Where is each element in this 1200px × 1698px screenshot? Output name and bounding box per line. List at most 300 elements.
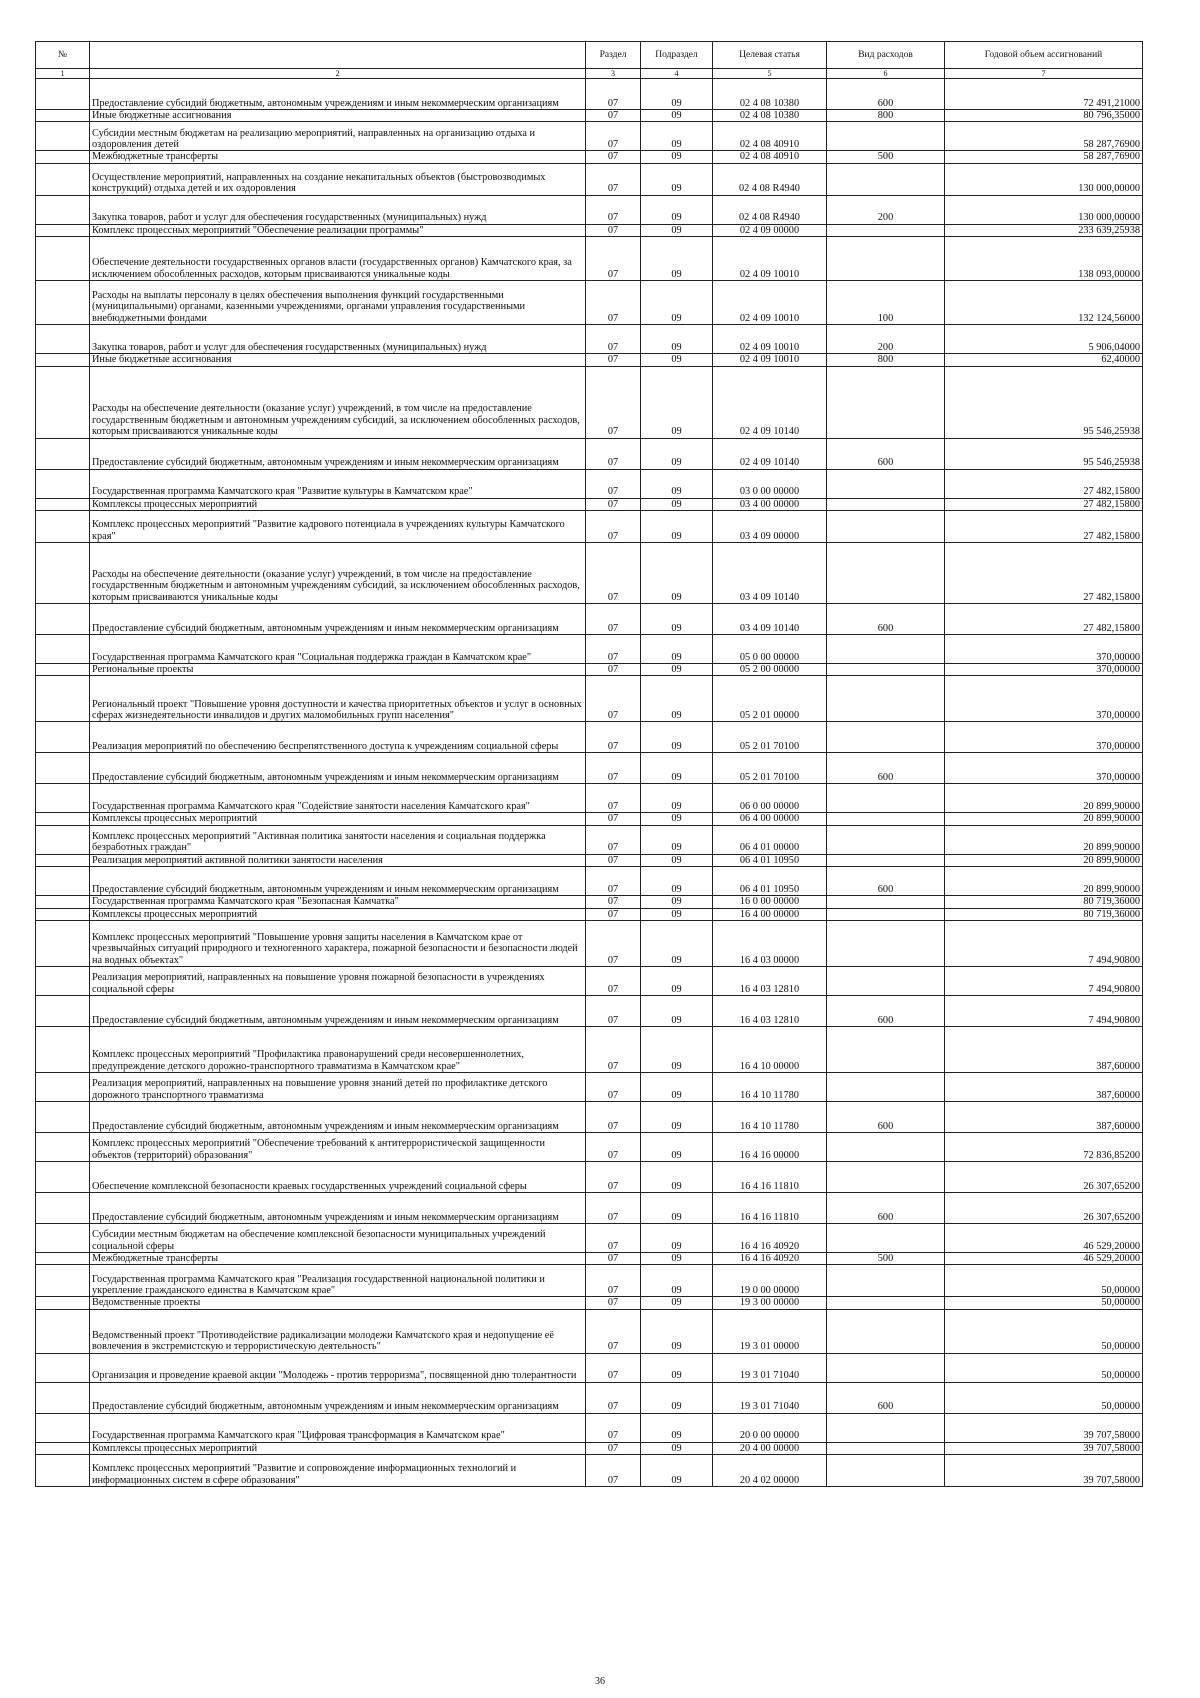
row-number-cell	[36, 237, 90, 281]
row-expense-type-cell: 600	[827, 1382, 945, 1413]
column-number: 3	[586, 69, 641, 79]
budget-allocation-table	[35, 41, 1143, 1487]
table-row	[36, 281, 1143, 325]
table-row	[36, 325, 1143, 354]
row-number-cell	[36, 908, 90, 920]
table-row	[36, 1309, 1143, 1353]
row-target-article-cell: 02 4 08 10380	[713, 79, 827, 110]
row-number-cell	[36, 151, 90, 163]
column-number-row	[36, 69, 1143, 79]
row-target-article-cell: 16 4 10 11780	[713, 1102, 827, 1133]
row-razdel-cell: 07	[586, 1027, 641, 1073]
table-row	[36, 110, 1143, 122]
row-amount-cell: 233 639,25938	[945, 224, 1143, 236]
row-expense-type-cell	[827, 813, 945, 825]
row-name-cell: Осуществление мероприятий, направленных на создание некапитальных объектов (быстровозводимых конструкций) отдыха детей и их оздоровления	[90, 163, 586, 195]
row-expense-type-cell: 600	[827, 867, 945, 896]
row-razdel-cell: 07	[586, 1073, 641, 1102]
row-podrazdel-cell: 09	[641, 867, 713, 896]
row-number-cell	[36, 996, 90, 1027]
row-amount-cell: 58 287,76900	[945, 122, 1143, 151]
row-expense-type-cell: 800	[827, 354, 945, 366]
table-row	[36, 664, 1143, 676]
row-target-article-cell: 06 4 01 10950	[713, 854, 827, 866]
row-expense-type-cell: 800	[827, 110, 945, 122]
row-podrazdel-cell: 09	[641, 1382, 713, 1413]
row-podrazdel-cell: 09	[641, 122, 713, 151]
row-target-article-cell: 02 4 09 10010	[713, 237, 827, 281]
row-target-article-cell: 02 4 09 10010	[713, 281, 827, 325]
table-row	[36, 1162, 1143, 1193]
row-name-cell: Комплексы процессных мероприятий	[90, 1442, 586, 1454]
row-razdel-cell: 07	[586, 854, 641, 866]
row-target-article-cell: 03 0 00 00000	[713, 469, 827, 498]
row-target-article-cell: 16 0 00 00000	[713, 896, 827, 908]
row-amount-cell: 370,00000	[945, 722, 1143, 753]
table-row	[36, 921, 1143, 967]
table-row	[36, 1413, 1143, 1442]
row-number-cell	[36, 224, 90, 236]
row-expense-type-cell	[827, 921, 945, 967]
table-row	[36, 825, 1143, 854]
page-number: 36	[595, 1676, 605, 1687]
row-target-article-cell: 19 0 00 00000	[713, 1265, 827, 1297]
row-number-cell	[36, 784, 90, 813]
row-amount-cell: 370,00000	[945, 676, 1143, 722]
row-name-cell: Предоставление субсидий бюджетным, автономным учреждениям и иным некоммерческим организациям	[90, 604, 586, 635]
row-expense-type-cell	[827, 784, 945, 813]
row-name-cell: Предоставление субсидий бюджетным, автономным учреждениям и иным некоммерческим организациям	[90, 753, 586, 784]
column-number: 1	[36, 69, 90, 79]
row-expense-type-cell: 200	[827, 325, 945, 354]
row-razdel-cell: 07	[586, 635, 641, 664]
row-amount-cell: 132 124,56000	[945, 281, 1143, 325]
table-row	[36, 996, 1143, 1027]
row-target-article-cell: 16 4 16 40920	[713, 1253, 827, 1265]
row-razdel-cell: 07	[586, 122, 641, 151]
row-target-article-cell: 05 2 01 70100	[713, 753, 827, 784]
row-amount-cell: 370,00000	[945, 635, 1143, 664]
row-target-article-cell: 06 4 01 10950	[713, 867, 827, 896]
row-number-cell	[36, 354, 90, 366]
row-target-article-cell: 05 0 00 00000	[713, 635, 827, 664]
row-name-cell: Расходы на обеспечение деятельности (оказание услуг) учреждений, в том числе на предоставление государственным бюджетным и автономным учреждениям субсидий, за исключением обособленных расходов, которым присваиваются уникальные коды	[90, 543, 586, 604]
row-expense-type-cell	[827, 1224, 945, 1253]
row-name-cell: Иные бюджетные ассигнования	[90, 354, 586, 366]
row-amount-cell: 20 899,90000	[945, 825, 1143, 854]
table-row	[36, 896, 1143, 908]
row-number-cell	[36, 825, 90, 854]
table-row	[36, 1253, 1143, 1265]
row-amount-cell: 20 899,90000	[945, 784, 1143, 813]
row-razdel-cell: 07	[586, 1382, 641, 1413]
header-podrazdel: Подраздел	[641, 42, 713, 69]
row-podrazdel-cell: 09	[641, 1265, 713, 1297]
row-amount-cell: 39 707,58000	[945, 1455, 1143, 1487]
row-name-cell: Комплекс процессных мероприятий "Развитие и сопровождение информационных технологий и информационных систем в сфере образования"	[90, 1455, 586, 1487]
table-row	[36, 163, 1143, 195]
row-amount-cell: 7 494,90800	[945, 996, 1143, 1027]
row-name-cell: Обеспечение деятельности государственных органов власти (государственных органов) Камчатского края, за исключением обособленных расходов, которым присваиваются уникальные коды	[90, 237, 586, 281]
row-razdel-cell: 07	[586, 1162, 641, 1193]
table-row	[36, 1353, 1143, 1382]
row-target-article-cell: 06 0 00 00000	[713, 784, 827, 813]
row-razdel-cell: 07	[586, 1102, 641, 1133]
row-amount-cell: 5 906,04000	[945, 325, 1143, 354]
row-expense-type-cell	[827, 224, 945, 236]
row-amount-cell: 80 719,36000	[945, 908, 1143, 920]
row-amount-cell: 27 482,15800	[945, 469, 1143, 498]
row-number-cell	[36, 664, 90, 676]
row-name-cell: Предоставление субсидий бюджетным, автономным учреждениям и иным некоммерческим организациям	[90, 1193, 586, 1224]
row-number-cell	[36, 722, 90, 753]
row-expense-type-cell: 600	[827, 753, 945, 784]
row-number-cell	[36, 1442, 90, 1454]
row-name-cell: Закупка товаров, работ и услуг для обеспечения государственных (муниципальных) нужд	[90, 195, 586, 224]
table-row	[36, 195, 1143, 224]
table-row	[36, 151, 1143, 163]
row-name-cell: Комплекс процессных мероприятий "Обеспечение требований к антитеррористической защищенности объектов (территорий) образования"	[90, 1133, 586, 1162]
row-amount-cell: 80 719,36000	[945, 896, 1143, 908]
row-name-cell: Ведомственный проект "Противодействие радикализации молодежи Камчатского края и недопущение её вовлечения в экстремистскую и террористическую деятельность"	[90, 1309, 586, 1353]
row-target-article-cell: 20 4 00 00000	[713, 1442, 827, 1454]
table-row	[36, 908, 1143, 920]
row-number-cell	[36, 1027, 90, 1073]
row-expense-type-cell	[827, 664, 945, 676]
row-target-article-cell: 20 4 02 00000	[713, 1455, 827, 1487]
row-expense-type-cell: 600	[827, 1193, 945, 1224]
row-podrazdel-cell: 09	[641, 224, 713, 236]
table-row	[36, 543, 1143, 604]
row-name-cell: Региональные проекты	[90, 664, 586, 676]
row-expense-type-cell	[827, 1309, 945, 1353]
row-podrazdel-cell: 09	[641, 469, 713, 498]
row-expense-type-cell: 500	[827, 151, 945, 163]
row-expense-type-cell: 600	[827, 604, 945, 635]
row-expense-type-cell: 100	[827, 281, 945, 325]
row-amount-cell: 39 707,58000	[945, 1442, 1143, 1454]
row-target-article-cell: 19 3 00 00000	[713, 1297, 827, 1309]
row-name-cell: Государственная программа Камчатского края "Социальная поддержка граждан в Камчатском крае"	[90, 635, 586, 664]
row-number-cell	[36, 1455, 90, 1487]
row-target-article-cell: 16 4 03 00000	[713, 921, 827, 967]
row-name-cell: Комплекс процессных мероприятий "Профилактика правонарушений среди несовершеннолетних, предупреждение детского дорожно-транспортного травматизма в Камчатском крае"	[90, 1027, 586, 1073]
row-target-article-cell: 02 4 08 40910	[713, 122, 827, 151]
row-razdel-cell: 07	[586, 281, 641, 325]
row-razdel-cell: 07	[586, 325, 641, 354]
table-row	[36, 753, 1143, 784]
row-razdel-cell: 07	[586, 438, 641, 469]
row-podrazdel-cell: 09	[641, 543, 713, 604]
row-amount-cell: 27 482,15800	[945, 498, 1143, 510]
row-target-article-cell: 05 2 01 00000	[713, 676, 827, 722]
row-amount-cell: 7 494,90800	[945, 967, 1143, 996]
row-expense-type-cell	[827, 854, 945, 866]
row-podrazdel-cell: 09	[641, 1442, 713, 1454]
row-target-article-cell: 02 4 09 10010	[713, 354, 827, 366]
row-target-article-cell: 02 4 08 10380	[713, 110, 827, 122]
row-expense-type-cell	[827, 1133, 945, 1162]
table-row	[36, 469, 1143, 498]
row-razdel-cell: 07	[586, 825, 641, 854]
row-amount-cell: 50,00000	[945, 1297, 1143, 1309]
row-podrazdel-cell: 09	[641, 813, 713, 825]
row-amount-cell: 72 491,21000	[945, 79, 1143, 110]
row-podrazdel-cell: 09	[641, 1133, 713, 1162]
row-podrazdel-cell: 09	[641, 1353, 713, 1382]
table-row	[36, 676, 1143, 722]
row-razdel-cell: 07	[586, 896, 641, 908]
table-row	[36, 1133, 1143, 1162]
row-amount-cell: 130 000,00000	[945, 163, 1143, 195]
row-expense-type-cell	[827, 163, 945, 195]
row-podrazdel-cell: 09	[641, 1253, 713, 1265]
row-target-article-cell: 20 0 00 00000	[713, 1413, 827, 1442]
row-number-cell	[36, 676, 90, 722]
row-podrazdel-cell: 09	[641, 1224, 713, 1253]
row-name-cell: Субсидии местным бюджетам на реализацию мероприятий, направленных на организацию отдыха и оздоровления детей	[90, 122, 586, 151]
row-number-cell	[36, 1297, 90, 1309]
header-expense-type: Вид расходов	[827, 42, 945, 69]
table-row	[36, 1455, 1143, 1487]
row-expense-type-cell	[827, 1162, 945, 1193]
row-podrazdel-cell: 09	[641, 604, 713, 635]
row-name-cell: Комплексы процессных мероприятий	[90, 908, 586, 920]
row-expense-type-cell	[827, 1353, 945, 1382]
header-number: №	[36, 42, 90, 69]
table-row	[36, 1224, 1143, 1253]
row-razdel-cell: 07	[586, 224, 641, 236]
row-razdel-cell: 07	[586, 543, 641, 604]
row-name-cell: Расходы на выплаты персоналу в целях обеспечения выполнения функций государственными (муниципальными) органами, казенными учреждениями, органами управления государственными внебюджетными фондами	[90, 281, 586, 325]
header-name	[90, 42, 586, 69]
table-row	[36, 967, 1143, 996]
row-number-cell	[36, 967, 90, 996]
table-row	[36, 237, 1143, 281]
row-podrazdel-cell: 09	[641, 1193, 713, 1224]
row-number-cell	[36, 1353, 90, 1382]
table-row	[36, 1073, 1143, 1102]
row-podrazdel-cell: 09	[641, 325, 713, 354]
row-number-cell	[36, 543, 90, 604]
row-number-cell	[36, 1133, 90, 1162]
row-expense-type-cell	[827, 676, 945, 722]
table-row	[36, 722, 1143, 753]
row-number-cell	[36, 635, 90, 664]
row-name-cell: Межбюджетные трансферты	[90, 1253, 586, 1265]
row-podrazdel-cell: 09	[641, 854, 713, 866]
column-number: 4	[641, 69, 713, 79]
table-row	[36, 1442, 1143, 1454]
row-expense-type-cell: 600	[827, 79, 945, 110]
row-name-cell: Предоставление субсидий бюджетным, автономным учреждениям и иным некоммерческим организациям	[90, 1102, 586, 1133]
row-expense-type-cell	[827, 967, 945, 996]
row-name-cell: Предоставление субсидий бюджетным, автономным учреждениям и иным некоммерческим организациям	[90, 867, 586, 896]
row-podrazdel-cell: 09	[641, 896, 713, 908]
row-razdel-cell: 07	[586, 753, 641, 784]
row-target-article-cell: 16 4 10 11780	[713, 1073, 827, 1102]
row-razdel-cell: 07	[586, 1353, 641, 1382]
row-razdel-cell: 07	[586, 498, 641, 510]
row-number-cell	[36, 1413, 90, 1442]
row-razdel-cell: 07	[586, 664, 641, 676]
row-name-cell: Организация и проведение краевой акции "Молодежь - против терроризма", посвященной дню толерантности	[90, 1353, 586, 1382]
row-podrazdel-cell: 09	[641, 151, 713, 163]
row-podrazdel-cell: 09	[641, 163, 713, 195]
row-razdel-cell: 07	[586, 908, 641, 920]
row-podrazdel-cell: 09	[641, 1027, 713, 1073]
row-podrazdel-cell: 09	[641, 1455, 713, 1487]
table-row	[36, 1193, 1143, 1224]
row-amount-cell: 95 546,25938	[945, 438, 1143, 469]
row-razdel-cell: 07	[586, 366, 641, 438]
row-name-cell: Реализация мероприятий, направленных на повышение уровня пожарной безопасности в учреждениях социальной сферы	[90, 967, 586, 996]
row-razdel-cell: 07	[586, 1193, 641, 1224]
row-amount-cell: 7 494,90800	[945, 921, 1143, 967]
table-row	[36, 438, 1143, 469]
row-podrazdel-cell: 09	[641, 676, 713, 722]
row-razdel-cell: 07	[586, 151, 641, 163]
row-number-cell	[36, 1102, 90, 1133]
row-razdel-cell: 07	[586, 511, 641, 543]
row-amount-cell: 387,60000	[945, 1027, 1143, 1073]
row-razdel-cell: 07	[586, 813, 641, 825]
table-row	[36, 511, 1143, 543]
table-row	[36, 604, 1143, 635]
row-name-cell: Комплекс процессных мероприятий "Развитие кадрового потенциала в учреждениях культуры Камчатского края"	[90, 511, 586, 543]
row-number-cell	[36, 896, 90, 908]
row-name-cell: Предоставление субсидий бюджетным, автономным учреждениям и иным некоммерческим организациям	[90, 1382, 586, 1413]
row-podrazdel-cell: 09	[641, 1102, 713, 1133]
row-name-cell: Реализация мероприятий по обеспечению беспрепятственного доступа к учреждениям социальной сферы	[90, 722, 586, 753]
row-target-article-cell: 16 4 16 00000	[713, 1133, 827, 1162]
row-razdel-cell: 07	[586, 110, 641, 122]
row-number-cell	[36, 438, 90, 469]
row-expense-type-cell: 600	[827, 1102, 945, 1133]
column-number: 7	[945, 69, 1143, 79]
row-expense-type-cell	[827, 469, 945, 498]
row-podrazdel-cell: 09	[641, 1162, 713, 1193]
row-number-cell	[36, 469, 90, 498]
row-number-cell	[36, 1224, 90, 1253]
row-name-cell: Государственная программа Камчатского края "Содействие занятости населения Камчатского края"	[90, 784, 586, 813]
row-target-article-cell: 03 4 00 00000	[713, 498, 827, 510]
row-razdel-cell: 07	[586, 784, 641, 813]
row-target-article-cell: 05 2 00 00000	[713, 664, 827, 676]
row-name-cell: Государственная программа Камчатского края "Безопасная Камчатка"	[90, 896, 586, 908]
table-row	[36, 354, 1143, 366]
row-amount-cell: 26 307,65200	[945, 1193, 1143, 1224]
row-target-article-cell: 03 4 09 00000	[713, 511, 827, 543]
row-expense-type-cell	[827, 908, 945, 920]
table-row	[36, 813, 1143, 825]
row-razdel-cell: 07	[586, 163, 641, 195]
row-amount-cell: 138 093,00000	[945, 237, 1143, 281]
row-number-cell	[36, 813, 90, 825]
row-number-cell	[36, 1162, 90, 1193]
row-target-article-cell: 16 4 03 12810	[713, 967, 827, 996]
column-number: 2	[90, 69, 586, 79]
row-expense-type-cell	[827, 237, 945, 281]
row-podrazdel-cell: 09	[641, 996, 713, 1027]
table-row	[36, 635, 1143, 664]
row-number-cell	[36, 1073, 90, 1102]
row-podrazdel-cell: 09	[641, 498, 713, 510]
row-target-article-cell: 16 4 16 11810	[713, 1162, 827, 1193]
row-podrazdel-cell: 09	[641, 1413, 713, 1442]
row-amount-cell: 50,00000	[945, 1382, 1143, 1413]
row-podrazdel-cell: 09	[641, 281, 713, 325]
row-razdel-cell: 07	[586, 967, 641, 996]
row-expense-type-cell	[827, 1297, 945, 1309]
row-target-article-cell: 16 4 10 00000	[713, 1027, 827, 1073]
row-podrazdel-cell: 09	[641, 110, 713, 122]
row-podrazdel-cell: 09	[641, 921, 713, 967]
row-podrazdel-cell: 09	[641, 1309, 713, 1353]
row-name-cell: Расходы на обеспечение деятельности (оказание услуг) учреждений, в том числе на предоставление государственным бюджетным и автономным учреждениям субсидий, за исключением обособленных расходов, которым присваиваются уникальные коды	[90, 366, 586, 438]
row-amount-cell: 72 836,85200	[945, 1133, 1143, 1162]
row-name-cell: Региональный проект "Повышение уровня доступности и качества приоритетных объектов и услуг в основных сферах жизнедеятельности инвалидов и других маломобильных групп населения"	[90, 676, 586, 722]
table-body	[36, 79, 1143, 1487]
row-expense-type-cell	[827, 1027, 945, 1073]
row-amount-cell: 26 307,65200	[945, 1162, 1143, 1193]
row-expense-type-cell	[827, 896, 945, 908]
table-row	[36, 122, 1143, 151]
row-amount-cell: 62,40000	[945, 354, 1143, 366]
row-name-cell: Предоставление субсидий бюджетным, автономным учреждениям и иным некоммерческим организациям	[90, 996, 586, 1027]
row-razdel-cell: 07	[586, 469, 641, 498]
row-target-article-cell: 19 3 01 71040	[713, 1382, 827, 1413]
row-number-cell	[36, 921, 90, 967]
row-target-article-cell: 19 3 01 00000	[713, 1309, 827, 1353]
row-expense-type-cell	[827, 1073, 945, 1102]
row-target-article-cell: 02 4 09 00000	[713, 224, 827, 236]
row-razdel-cell: 07	[586, 79, 641, 110]
row-name-cell: Межбюджетные трансферты	[90, 151, 586, 163]
row-target-article-cell: 06 4 01 00000	[713, 825, 827, 854]
row-name-cell: Комплекс процессных мероприятий "Активная политика занятости населения и социальная поддержка безработных граждан"	[90, 825, 586, 854]
row-razdel-cell: 07	[586, 1224, 641, 1253]
row-target-article-cell: 03 4 09 10140	[713, 604, 827, 635]
row-number-cell	[36, 79, 90, 110]
row-expense-type-cell	[827, 635, 945, 664]
row-name-cell: Государственная программа Камчатского края "Реализация государственной национальной политики и укрепление гражданского единства в Камчатском крае"	[90, 1265, 586, 1297]
row-amount-cell: 370,00000	[945, 753, 1143, 784]
row-expense-type-cell	[827, 825, 945, 854]
row-name-cell: Комплекс процессных мероприятий "Повышение уровня защиты населения в Камчатском крае от чрезвычайных ситуаций природного и техногенного характера, пожарной безопасности и безопасности людей на водных объектах"	[90, 921, 586, 967]
table-row	[36, 1265, 1143, 1297]
row-podrazdel-cell: 09	[641, 722, 713, 753]
row-podrazdel-cell: 09	[641, 664, 713, 676]
row-expense-type-cell: 200	[827, 195, 945, 224]
row-number-cell	[36, 1382, 90, 1413]
table-row	[36, 1102, 1143, 1133]
row-amount-cell: 387,60000	[945, 1102, 1143, 1133]
row-number-cell	[36, 325, 90, 354]
row-amount-cell: 58 287,76900	[945, 151, 1143, 163]
row-amount-cell: 387,60000	[945, 1073, 1143, 1102]
row-number-cell	[36, 1309, 90, 1353]
row-name-cell: Ведомственные проекты	[90, 1297, 586, 1309]
row-name-cell: Государственная программа Камчатского края "Цифровая трансформация в Камчатском крае"	[90, 1413, 586, 1442]
table-row	[36, 498, 1143, 510]
row-number-cell	[36, 122, 90, 151]
row-razdel-cell: 07	[586, 921, 641, 967]
table-header-row	[36, 42, 1143, 69]
row-razdel-cell: 07	[586, 1455, 641, 1487]
row-razdel-cell: 07	[586, 1309, 641, 1353]
row-number-cell	[36, 1253, 90, 1265]
